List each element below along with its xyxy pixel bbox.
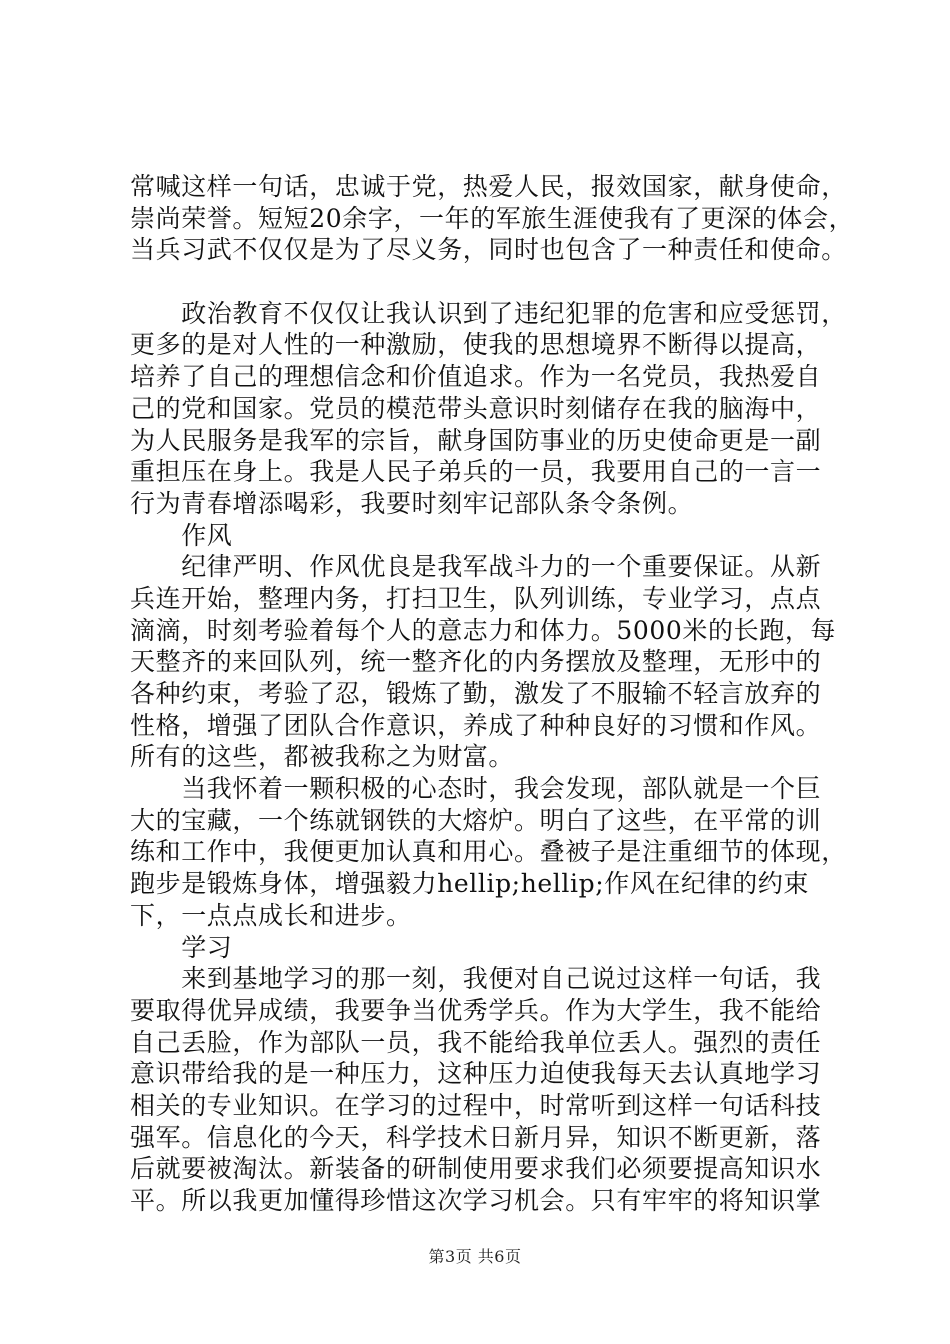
- text-line: 行为青春增添喝彩，我要时刻牢记部队条令条例。: [130, 488, 694, 518]
- text-line: 大的宝藏，一个练就钢铁的大熔炉。明白了这些，在平常的训: [130, 805, 822, 835]
- text-line: 要取得优异成绩，我要争当优秀学兵。作为大学生，我不能给: [130, 995, 822, 1025]
- text-line: 当兵习武不仅仅是为了尽义务，同时也包含了一种责任和使命。: [130, 235, 847, 265]
- text-line: 自己丢脸，作为部队一员，我不能给我单位丢人。强烈的责任: [130, 1027, 822, 1057]
- text-line: 天整齐的来回队列，统一整齐化的内务摆放及整理，无形中的: [130, 647, 822, 677]
- text-line: 为人民服务是我军的宗旨，献身国防事业的历史使命更是一副: [130, 425, 822, 455]
- text-line: 意识带给我的是一种压力，这种压力迫使我每天去认真地学习: [130, 1059, 822, 1089]
- text-line: 己的党和国家。党员的模范带头意识时刻储存在我的脑海中，: [130, 393, 822, 423]
- text-line: 跑步是锻炼身体，增强毅力hellip;hellip;作风在纪律的约束: [130, 869, 810, 899]
- text-line: 性格，增强了团队合作意识，养成了种种良好的习惯和作风。: [130, 710, 822, 740]
- page-number-footer: 第3页 共6页: [428, 1247, 522, 1266]
- text-line: 滴滴，时刻考验着每个人的意志力和体力。5000米的长跑，每: [130, 615, 837, 645]
- section-heading-zuofeng: 作风: [130, 520, 233, 550]
- text-line: 培养了自己的理想信念和价值追求。作为一名党员，我热爱自: [130, 362, 822, 392]
- paragraph-gap: [130, 266, 850, 298]
- text-line: 强军。信息化的今天，科学技术日新月异，知识不断更新，落: [130, 1122, 822, 1152]
- text-line: 兵连开始，整理内务，打扫卫生，队列训练，专业学习，点点: [130, 583, 822, 613]
- text-line: 常喊这样一句话，忠诚于党，热爱人民，报效国家，献身使命，: [130, 172, 847, 201]
- text-line: 政治教育不仅仅让我认识到了违纪犯罪的危害和应受惩罚，: [130, 298, 847, 328]
- text-line: 更多的是对人性的一种激励，使我的思想境界不断得以提高，: [130, 330, 822, 360]
- text-line: 来到基地学习的那一刻，我便对自己说过这样一句话，我: [130, 964, 822, 994]
- text-line: 崇尚荣誉。短短20余字，一年的军旅生涯使我有了更深的体会，: [130, 203, 855, 233]
- text-line: 相关的专业知识。在学习的过程中，时常听到这样一句话科技: [130, 1090, 822, 1120]
- text-line: 所有的这些，都被我称之为财富。: [130, 742, 515, 772]
- text-line: 练和工作中，我便更加认真和用心。叠被子是注重细节的体现，: [130, 837, 847, 867]
- text-line: 后就要被淘汰。新装备的研制使用要求我们必须要提高知识水: [130, 1154, 822, 1184]
- text-line: 平。所以我更加懂得珍惜这次学习机会。只有牢牢的将知识掌: [130, 1186, 822, 1215]
- section-heading-xuexi: 学习: [130, 932, 233, 962]
- document-body: [130, 171, 855, 1217]
- text-line: 各种约束，考验了忍，锻炼了勤，激发了不服输不轻言放弃的: [130, 679, 822, 708]
- text-line: 下，一点点成长和进步。: [130, 900, 412, 930]
- text-line: 重担压在身上。我是人民子弟兵的一员，我要用自己的一言一: [130, 457, 822, 487]
- text-line: 纪律严明、作风优良是我军战斗力的一个重要保证。从新: [130, 552, 822, 582]
- text-line: 当我怀着一颗积极的心态时，我会发现，部队就是一个巨: [130, 774, 822, 804]
